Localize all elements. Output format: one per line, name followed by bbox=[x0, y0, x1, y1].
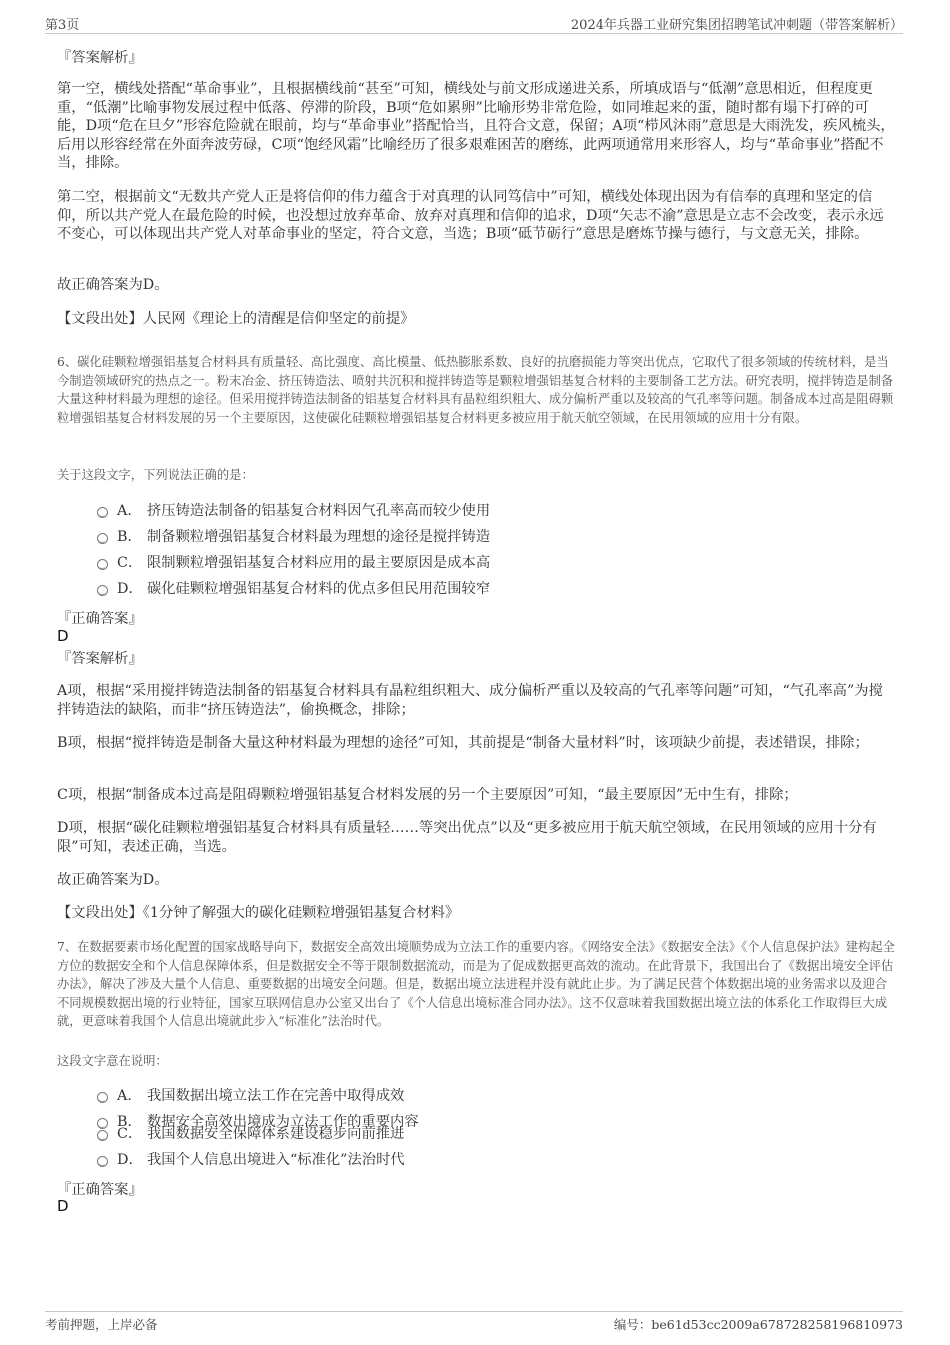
q6-analysis-b: B项，根据“搅拌铸造是制备大量这种材料最为理想的途径”可知，其前提是“制备大量材料”时，该项缺少前提，表述错误，排除； bbox=[57, 735, 869, 751]
footer-slogan: 考前押题，上岸必备 bbox=[45, 1317, 158, 1332]
option-text: 我国数据安全保障体系建设稳步向前推进 bbox=[147, 1126, 405, 1142]
option-text: 限制颗粒增强铝基复合材料应用的最主要原因是成本高 bbox=[147, 555, 491, 571]
radio-icon[interactable] bbox=[97, 559, 108, 570]
option-text: 碳化硅颗粒增强铝基复合材料的优点多但民用范围较窄 bbox=[147, 581, 491, 597]
option-text: 挤压铸造法制备的铝基复合材料因气孔率高而较少使用 bbox=[147, 503, 491, 519]
q6-option-a[interactable] bbox=[97, 501, 490, 521]
q5-conclusion: 故正确答案为D。 bbox=[57, 277, 169, 293]
option-letter: A． bbox=[117, 1088, 142, 1104]
q6-stem: 6、碳化硅颗粒增强铝基复合材料具有质量轻、高比强度、高比模量、低热膨胀系数、良好的抗磨损能力等突出优点，它取代了很多领域的传统材料，是当今制造领域研究的热点之一。粉末冶金、挤压铸造法、喷射共沉积和搅拌铸造等是颗粒增强铝基复合材料的主要制备工艺方法。研究表明，搅拌铸造是制备大量这种材料最为理想的途径。但采用搅拌铸造法制备的铝基复合材料具有晶粒组织粗大、成分偏析严重以及较高的气孔率等问题。制备成本过高是阻碍颗粒增强铝基复合材料发展的另一个主要原因，这使碳化硅颗粒增强铝基复合材料更多被应用于航天航空领域，在民用领域的应用十分有限。 bbox=[57, 355, 894, 425]
q5-analysis-para-1: 第一空，横线处搭配“革命事业”，且根据横线前“甚至”可知，横线处与前文形成递进关系，所填成语与“低潮”意思相近，但程度更重，“低潮”比喻事物发展过程中低落、停滞的阶段，B项“危如累卵”比喻形势非常危险，如同堆起来的蛋，随时都有塌下打碎的可能，D项“危在旦夕”形容危险就在眼前，均与“革命事业”搭配恰当，且符合文意，保留；A项“栉风沐雨”意思是大雨洗发，疾风梳头，后用以形容经常在外面奔波劳碌，C项“饱经风霜”比喻经历了很多艰难困苦的磨练，此两项通常用来形容人，均与“革命事业”搭配不当，排除。 bbox=[57, 81, 895, 171]
q7-prompt: 这段文字意在说明： bbox=[57, 1054, 168, 1068]
option-letter: C． bbox=[117, 1126, 143, 1142]
option-letter: B． bbox=[117, 529, 142, 545]
q6-answer-label: 『正确答案』 bbox=[57, 611, 143, 627]
radio-icon[interactable] bbox=[97, 1130, 108, 1141]
q6-prompt: 关于这段文字，下列说法正确的是： bbox=[57, 468, 254, 482]
q6-option-c[interactable] bbox=[97, 553, 490, 573]
option-text: 我国数据出境立法工作在完善中取得成效 bbox=[147, 1088, 405, 1104]
option-letter: D． bbox=[117, 1152, 143, 1168]
radio-icon[interactable] bbox=[97, 507, 108, 518]
q6-option-b[interactable] bbox=[97, 527, 490, 547]
q6-analysis-label: 『答案解析』 bbox=[57, 651, 143, 667]
q6-source: 【文段出处】《1分钟了解强大的碳化硅颗粒增强铝基复合材料》 bbox=[57, 905, 460, 921]
q7-stem: 7、在数据要素市场化配置的国家战略导向下，数据安全高效出境顺势成为立法工作的重要内容。《网络安全法》《数据安全法》《个人信息保护法》建构起全方位的数据安全和个人信息保障体系，但是数据安全不等于限制数据流动，而是为了促成数据更高效的流动。在此背景下，我国出台了《数据出境安全评估办法》，解决了涉及大量个人信息、重要数据的出境安全问题。但是，数据出境立法进程并没有就此止步。为了满足民营个体数据出境的业务需求以及迎合不同规模数据出境的行业特征，国家互联网信息办公室又出台了《个人信息出境标准合同办法》。这不仅意味着我国数据出境立法的体系化工作取得巨大成就，更意味着我国个人信息出境就此步入“标准化”法治时代。 bbox=[57, 940, 895, 1029]
document-title: 2024年兵器工业研究集团招聘笔试冲刺题（带答案解析） bbox=[570, 18, 903, 33]
option-text: 制备颗粒增强铝基复合材料最为理想的途径是搅拌铸造 bbox=[147, 529, 491, 545]
radio-icon[interactable] bbox=[97, 1156, 108, 1167]
q5-analysis-label: 『答案解析』 bbox=[57, 50, 143, 66]
q6-analysis-c: C项，根据“制备成本过高是阻碍颗粒增强铝基复合材料发展的另一个主要原因”可知，“最主要原因”无中生有，排除； bbox=[57, 787, 798, 803]
radio-icon[interactable] bbox=[97, 1092, 108, 1103]
option-letter: C． bbox=[117, 555, 143, 571]
q5-analysis-para-2: 第二空，根据前文“无数共产党人正是将信仰的伟力蕴含于对真理的认同笃信中”可知，横线处体现出因为有信奉的真理和坚定的信仰，所以共产党人在最危险的时候，也没想过放弃革命、放弃对真理和信仰的追求，D项“矢志不渝”意思是立志不会改变，表示永远不变心，可以体现出共产党人对革命事业的坚定，符合文意，当选；B项“砥节砺行”意思是磨炼节操与德行，与文意无关，排除。 bbox=[57, 189, 884, 242]
footer-serial: 编号：be61d53cc2009a678728258196810973 bbox=[613, 1317, 903, 1332]
page-number: 第3页 bbox=[45, 18, 80, 33]
radio-icon[interactable] bbox=[97, 585, 108, 596]
option-letter: B． bbox=[117, 1114, 142, 1130]
option-letter: A． bbox=[117, 503, 142, 519]
q6-analysis-d: D项，根据“碳化硅颗粒增强铝基复合材料具有质量轻……等突出优点”以及“更多被应用于航天航空领域，在民用领域的应用十分有限”可知，表述正确，当选。 bbox=[57, 820, 877, 855]
q6-option-d[interactable] bbox=[97, 579, 490, 599]
q6-analysis-a: A项，根据“采用搅拌铸造法制备的铝基复合材料具有晶粒组织粗大、成分偏析严重以及较高的气孔率等问题”可知，“气孔率高”为搅拌铸造法的缺陷，而非“挤压铸造法”，偷换概念，排除； bbox=[57, 683, 883, 718]
q7-option-c[interactable] bbox=[97, 1124, 404, 1144]
page-footer bbox=[45, 1311, 903, 1334]
option-text: 我国个人信息出境进入“标准化”法治时代 bbox=[147, 1152, 405, 1168]
q7-option-a[interactable] bbox=[97, 1086, 404, 1106]
q7-answer-label: 『正确答案』 bbox=[57, 1182, 143, 1198]
option-letter: D． bbox=[117, 581, 143, 597]
q6-conclusion: 故正确答案为D。 bbox=[57, 872, 169, 888]
radio-icon[interactable] bbox=[97, 533, 108, 544]
q7-answer: D bbox=[57, 1197, 69, 1215]
page-header bbox=[45, 13, 903, 34]
option-text: 数据安全高效出境成为立法工作的重要内容 bbox=[147, 1114, 419, 1130]
q6-answer: D bbox=[57, 627, 69, 645]
q7-option-d[interactable] bbox=[97, 1150, 405, 1170]
q5-source: 【文段出处】人民网《理论上的清醒是信仰坚定的前提》 bbox=[57, 311, 415, 327]
